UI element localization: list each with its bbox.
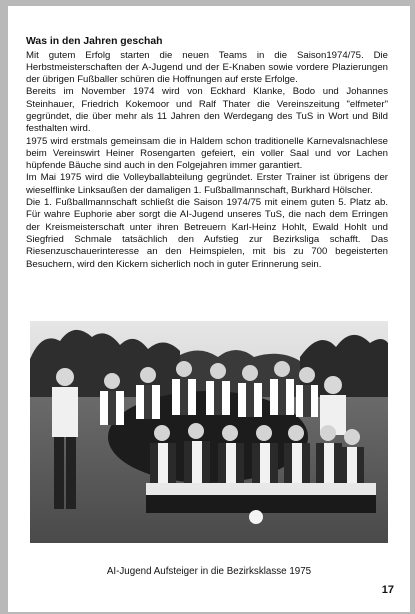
article-heading: Was in den Jahren geschah: [26, 36, 163, 47]
paragraph-volleyball: Im Mai 1975 wird die Volleyballabteilung gegründet. Erster Trainer ist übrigens der wieselflinke Linksaußen der damaligen 1. Fußballmannschaft, Burkhard Hölscher.: [26, 172, 388, 196]
paragraph-promotion: Die 1. Fußballmannschaft schließt die Saison 1974/75 mit einem guten 5. Platz ab. Für wahre Euphorie aber sorgt die AI-Jugend unseres TuS, die nach dem Erringen der Kreismeisterschaft unter ihren Betreuern Karl-Heinz Hohlt, Ewald Hohlt und Siegfried Schmale tatsächlich den Aufstieg zur Bezirksliga schafft. Das Riesenzuschauerinteresse an den Heimspielen, mit bis zu 700 begeisterten Besuchern, wird den Kickern sicherlich noch in guter Erinnerung sein.: [26, 197, 388, 270]
article: [26, 36, 388, 271]
paragraph-club-newspaper: Bereits im November 1974 wird von Eckhard Klanke, Bodo und Johannes Steinhauer, Friedrich Kokemoor und Ralf Thater die Vereinszeitung "elfmeter" gegründet, die über mehr als 11 Jahren den Werdegang des TuS in Wort und Bild festhalten wird.: [26, 86, 388, 135]
photo-caption: AI-Jugend Aufsteiger in die Bezirksklasse 1975: [106, 566, 312, 577]
paragraph-carnival: 1975 wird erstmals gemeinsam die in Haldem schon traditionelle Karnevalsnachlese beim Vereinswirt Heiner Rosengarten gefeiert, ein voller Saal und vor Lachen hüpfende Bäuche sind auch in den Folgejahren immer garantiert.: [26, 135, 388, 172]
paragraph-season-start: Mit gutem Erfolg starten die neuen Teams in die Saison1974/75. Die Herbstmeisterschaften der A-Jugend und der E-Knaben sowie vordere Plazierungen der übrigen Fußballer schüren die Hoffnungen auf erste Erfolge.: [26, 49, 388, 86]
page-number: 17: [381, 584, 394, 596]
team-photo: [30, 321, 388, 543]
